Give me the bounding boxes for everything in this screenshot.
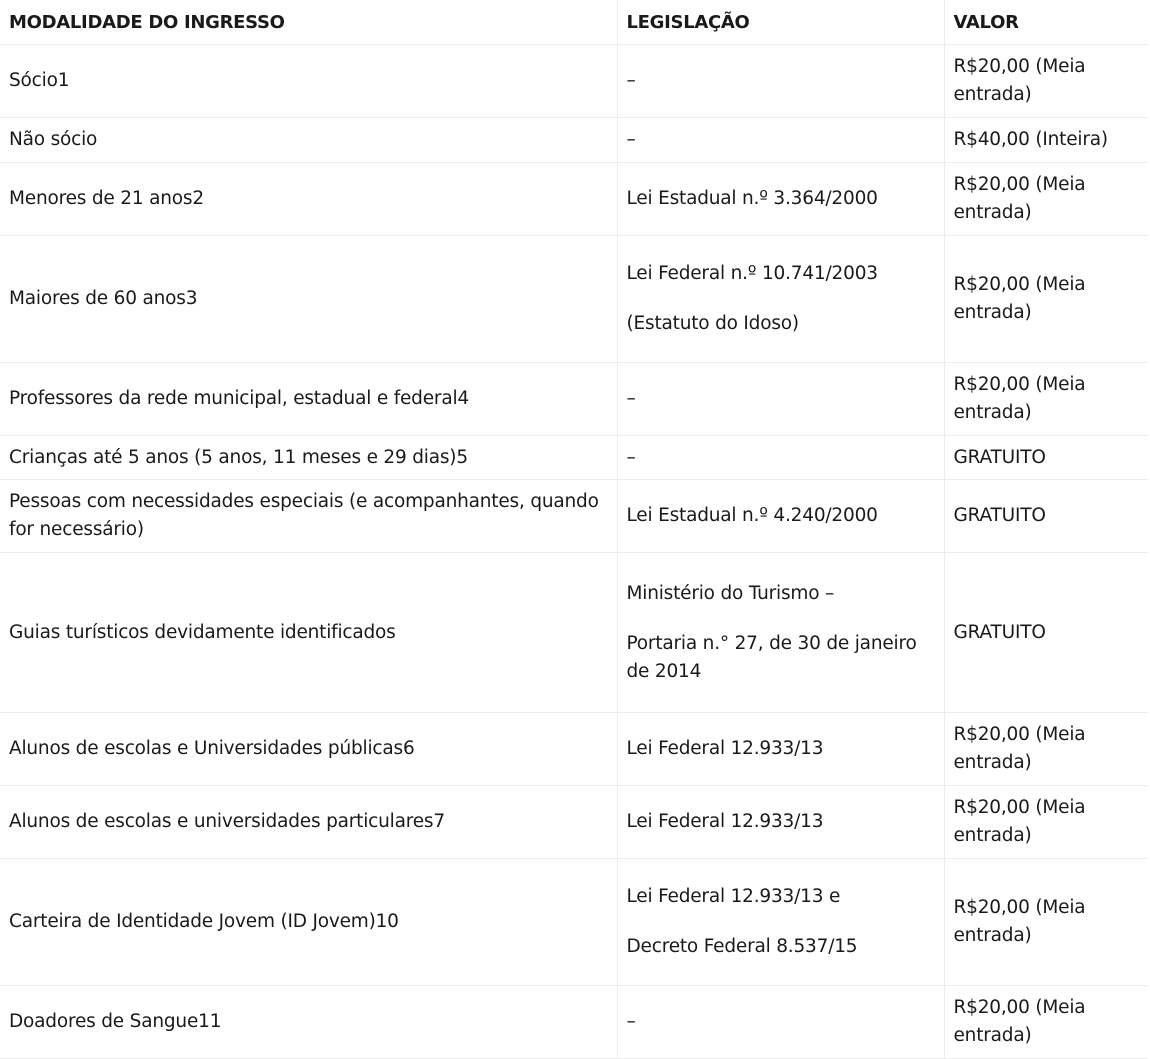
cell-legislacao xyxy=(617,986,944,1059)
table-row xyxy=(0,480,1148,553)
header-modalidade: MODALIDADE DO INGRESSO xyxy=(0,0,617,45)
cell-valor: GRATUITO xyxy=(944,436,1148,480)
table-row xyxy=(0,986,1148,1059)
legislacao-line: Lei Federal 12.933/13 xyxy=(626,738,824,759)
cell-legislacao xyxy=(617,786,944,859)
cell-modalidade: Pessoas com necessidades especiais (e acompanhantes, quando for necessário) xyxy=(0,480,617,553)
legislacao-line: Decreto Federal 8.537/15 xyxy=(626,936,858,957)
cell-legislacao xyxy=(617,45,944,118)
cell-legislacao xyxy=(617,480,944,553)
legislacao-line: Lei Federal 12.933/13 e xyxy=(626,886,841,907)
table-row xyxy=(0,45,1148,118)
legislacao-line: – xyxy=(626,129,636,150)
header-legislacao: LEGISLAÇÃO xyxy=(617,0,944,45)
cell-modalidade: Guias turísticos devidamente identificados xyxy=(0,553,617,713)
table-row xyxy=(0,786,1148,859)
legislacao-line: – xyxy=(626,1011,636,1032)
cell-valor: R$20,00 (Meia entrada) xyxy=(944,163,1148,236)
cell-modalidade: Alunos de escolas e universidades particulares7 xyxy=(0,786,617,859)
cell-legislacao xyxy=(617,363,944,436)
cell-legislacao xyxy=(617,118,944,163)
table-row xyxy=(0,363,1148,436)
legislacao-line: Lei Estadual n.º 4.240/2000 xyxy=(626,505,878,526)
table-row xyxy=(0,859,1148,986)
cell-modalidade: Maiores de 60 anos3 xyxy=(0,236,617,363)
legislacao-line: Lei Estadual n.º 3.364/2000 xyxy=(626,188,878,209)
legislacao-line: (Estatuto do Idoso) xyxy=(626,313,799,334)
cell-valor: GRATUITO xyxy=(944,553,1148,713)
table-header-row xyxy=(0,0,1148,45)
cell-modalidade: Professores da rede municipal, estadual e federal4 xyxy=(0,363,617,436)
cell-modalidade: Sócio1 xyxy=(0,45,617,118)
legislacao-line: Lei Federal n.º 10.741/2003 xyxy=(626,263,878,284)
legislacao-line: – xyxy=(626,70,636,91)
cell-valor: R$40,00 (Inteira) xyxy=(944,118,1148,163)
cell-valor: R$20,00 (Meia entrada) xyxy=(944,363,1148,436)
table-row xyxy=(0,163,1148,236)
cell-valor: GRATUITO xyxy=(944,480,1148,553)
cell-modalidade: Não sócio xyxy=(0,118,617,163)
cell-modalidade: Menores de 21 anos2 xyxy=(0,163,617,236)
legislacao-line: Ministério do Turismo – xyxy=(626,582,835,604)
legislacao-line: – xyxy=(626,388,636,409)
cell-legislacao xyxy=(617,553,944,713)
cell-legislacao xyxy=(617,713,944,786)
table-row xyxy=(0,553,1148,713)
table-row xyxy=(0,436,1148,480)
cell-modalidade: Crianças até 5 anos (5 anos, 11 meses e 29 dias)5 xyxy=(0,436,617,480)
cell-legislacao xyxy=(617,236,944,363)
cell-valor: R$20,00 (Meia entrada) xyxy=(944,859,1148,986)
legislacao-line: Portaria n.° 27, de 30 de janeiro de 2014 xyxy=(626,632,917,682)
cell-legislacao xyxy=(617,859,944,986)
cell-modalidade: Alunos de escolas e Universidades públicas6 xyxy=(0,713,617,786)
legislacao-line: Lei Federal 12.933/13 xyxy=(626,811,824,832)
table-row xyxy=(0,118,1148,163)
legislacao-line: – xyxy=(626,446,636,468)
table-row xyxy=(0,713,1148,786)
cell-legislacao xyxy=(617,163,944,236)
cell-valor: R$20,00 (Meia entrada) xyxy=(944,986,1148,1059)
cell-modalidade: Carteira de Identidade Jovem (ID Jovem)10 xyxy=(0,859,617,986)
header-valor: VALOR xyxy=(944,0,1148,45)
cell-legislacao xyxy=(617,436,944,480)
cell-valor: R$20,00 (Meia entrada) xyxy=(944,45,1148,118)
table-row xyxy=(0,236,1148,363)
cell-valor: R$20,00 (Meia entrada) xyxy=(944,236,1148,363)
cell-modalidade: Doadores de Sangue11 xyxy=(0,986,617,1059)
cell-valor: R$20,00 (Meia entrada) xyxy=(944,713,1148,786)
cell-valor: R$20,00 (Meia entrada) xyxy=(944,786,1148,859)
